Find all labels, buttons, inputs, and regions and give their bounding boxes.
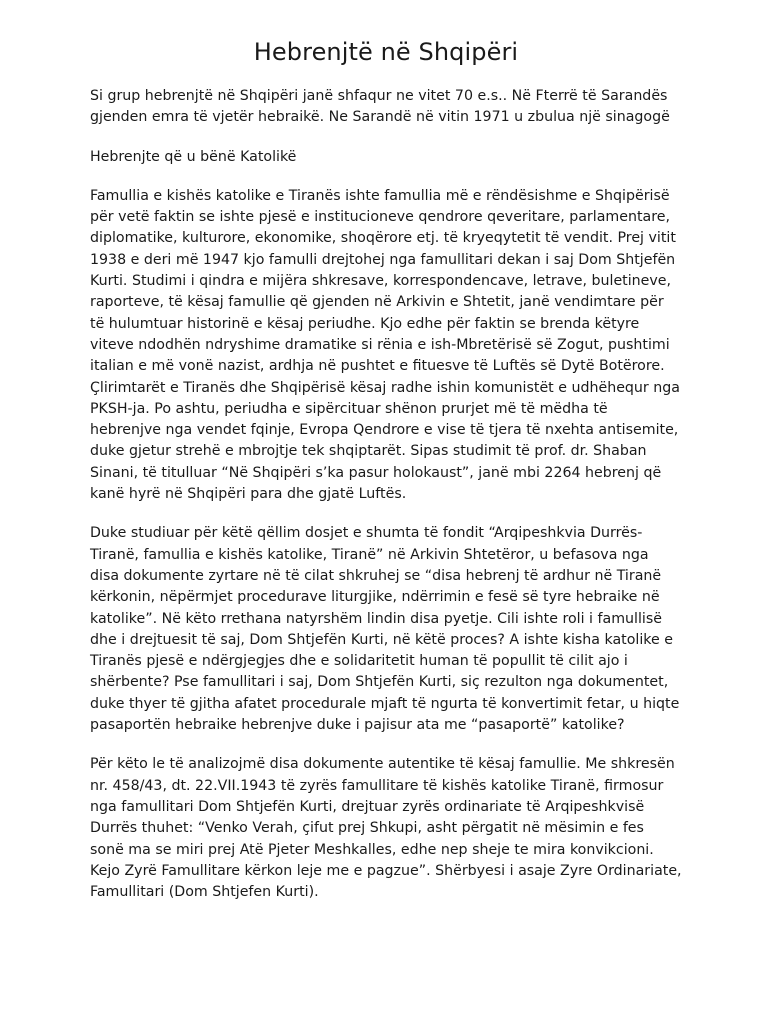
- body-paragraph: Famullia e kishës katolike e Tiranës ishte famullia më e rëndësishme e Shqipërisë për vetë faktin se ishte pjesë e institucioneve qendrore qeveritare, parlamentare, diplomatike, kulturore, ekonomike, shoqërore etj. të kryeqytetit të vendit. Prej vitit 1938 e deri më 1947 kjo famulli drejtohej nga famullitari dekan i saj Dom Shtjefën Kurti. Studimi i qindra e mijëra shkresave, korrespondencave, letrave, buletineve, raporteve, të kësaj famullie që gjenden në Arkivin e Shtetit, janë vendimtare për të hulumtuar historinë e kësaj periudhe. Kjo edhe për faktin se brenda këtyre viteve ndodhën ndryshime dramatike si rënia e ish-Mbretërisë së Zogut, pushtimi italian e më vonë nazist, ardhja në pushtet e fituesve të Luftës së Dytë Botërore. Çlirimtarët e Tiranës dhe Shqipërisë kësaj radhe ishin komunistët e udhëhequr nga PKSH-ja. Po ashtu, periudha e sipërcituar shënon prurjet më të mëdha të hebrenjve nga vendet fqinje, Evropa Qendrore e vise të tjera të nxehta antisemite, duke gjetur strehë e mbrojtje tek shqiptarët. Sipas studimit të prof. dr. Shaban Sinani, të titulluar “Në Shqipëri s’ka pasur holokaust”, janë mbi 2264 hebrenj që kanë hyrë në Shqipëri para dhe gjatë Luftës.: [90, 187, 680, 503]
- section-heading: Hebrenjte që u bënë Katolikë: [90, 148, 297, 165]
- page-title: Hebrenjtë në Shqipëri: [253, 38, 519, 66]
- document-page: [90, 36, 682, 921]
- body-paragraph: Duke studiuar për këtë qëllim dosjet e shumta të fondit “Arqipeshkvia Durrës-Tiranë, famullia e kishës katolike, Tiranë” në Arkivin Shtetëror, u befasova nga disa dokumente zyrtare në të cilat shkruhej se “disa hebrenj të ardhur në Tiranë kërkonin, nëpërmjet procedurave liturgjike, ndërrimin e fesë së tyre hebraike në katolike”. Në këto rrethana natyrshëm lindin disa pyetje. Cili ishte roli i famullisë dhe i drejtuesit të saj, Dom Shtjefën Kurti, në këtë proces? A ishte kisha katolike e Tiranës pjesë e ndërgjegjes dhe e solidaritetit human të popullit të cilit ajo i shërbente? Pse famullitari i saj, Dom Shtjefën Kurti, siç rezulton nga dokumentet, duke thyer të gjitha afatet procedurale mjaft të ngurta të konvertimit fetar, u hiqte pasaportën hebraike hebrenjve duke i pajisur ata me “pasaportë” katolike?: [90, 525, 680, 734]
- body-paragraph: Për këto le të analizojmë disa dokumente autentike të kësaj famullie. Me shkresën nr. 458/43, dt. 22.VII.1943 të zyrës famullitare të kishës katolike Tiranë, firmosur nga famullitari Dom Shtjefën Kurti, drejtuar zyrës ordinariate të Arqipeshkvisë Durrës thuhet: “Venko Verah, çifut prej Shkupi, asht përgatit në mësimin e fes sonë ma se miri prej Atë Pjeter Meshkalles, edhe nep sheje te mira konvikcioni. Kejo Zyrë Famullitare kërkon leje me e pagzue”. Shërbyesi i asaje Zyre Ordinariate, Famullitari (Dom Shtjefen Kurti).: [90, 756, 682, 901]
- intro-paragraph: Si grup hebrenjtë në Shqipëri janë shfaqur ne vitet 70 e.s.. Në Fterrë të Sarandës gjenden emra të vjetër hebraikë. Ne Sarandë në vitin 1971 u zbulua një sinagogë: [90, 88, 670, 126]
